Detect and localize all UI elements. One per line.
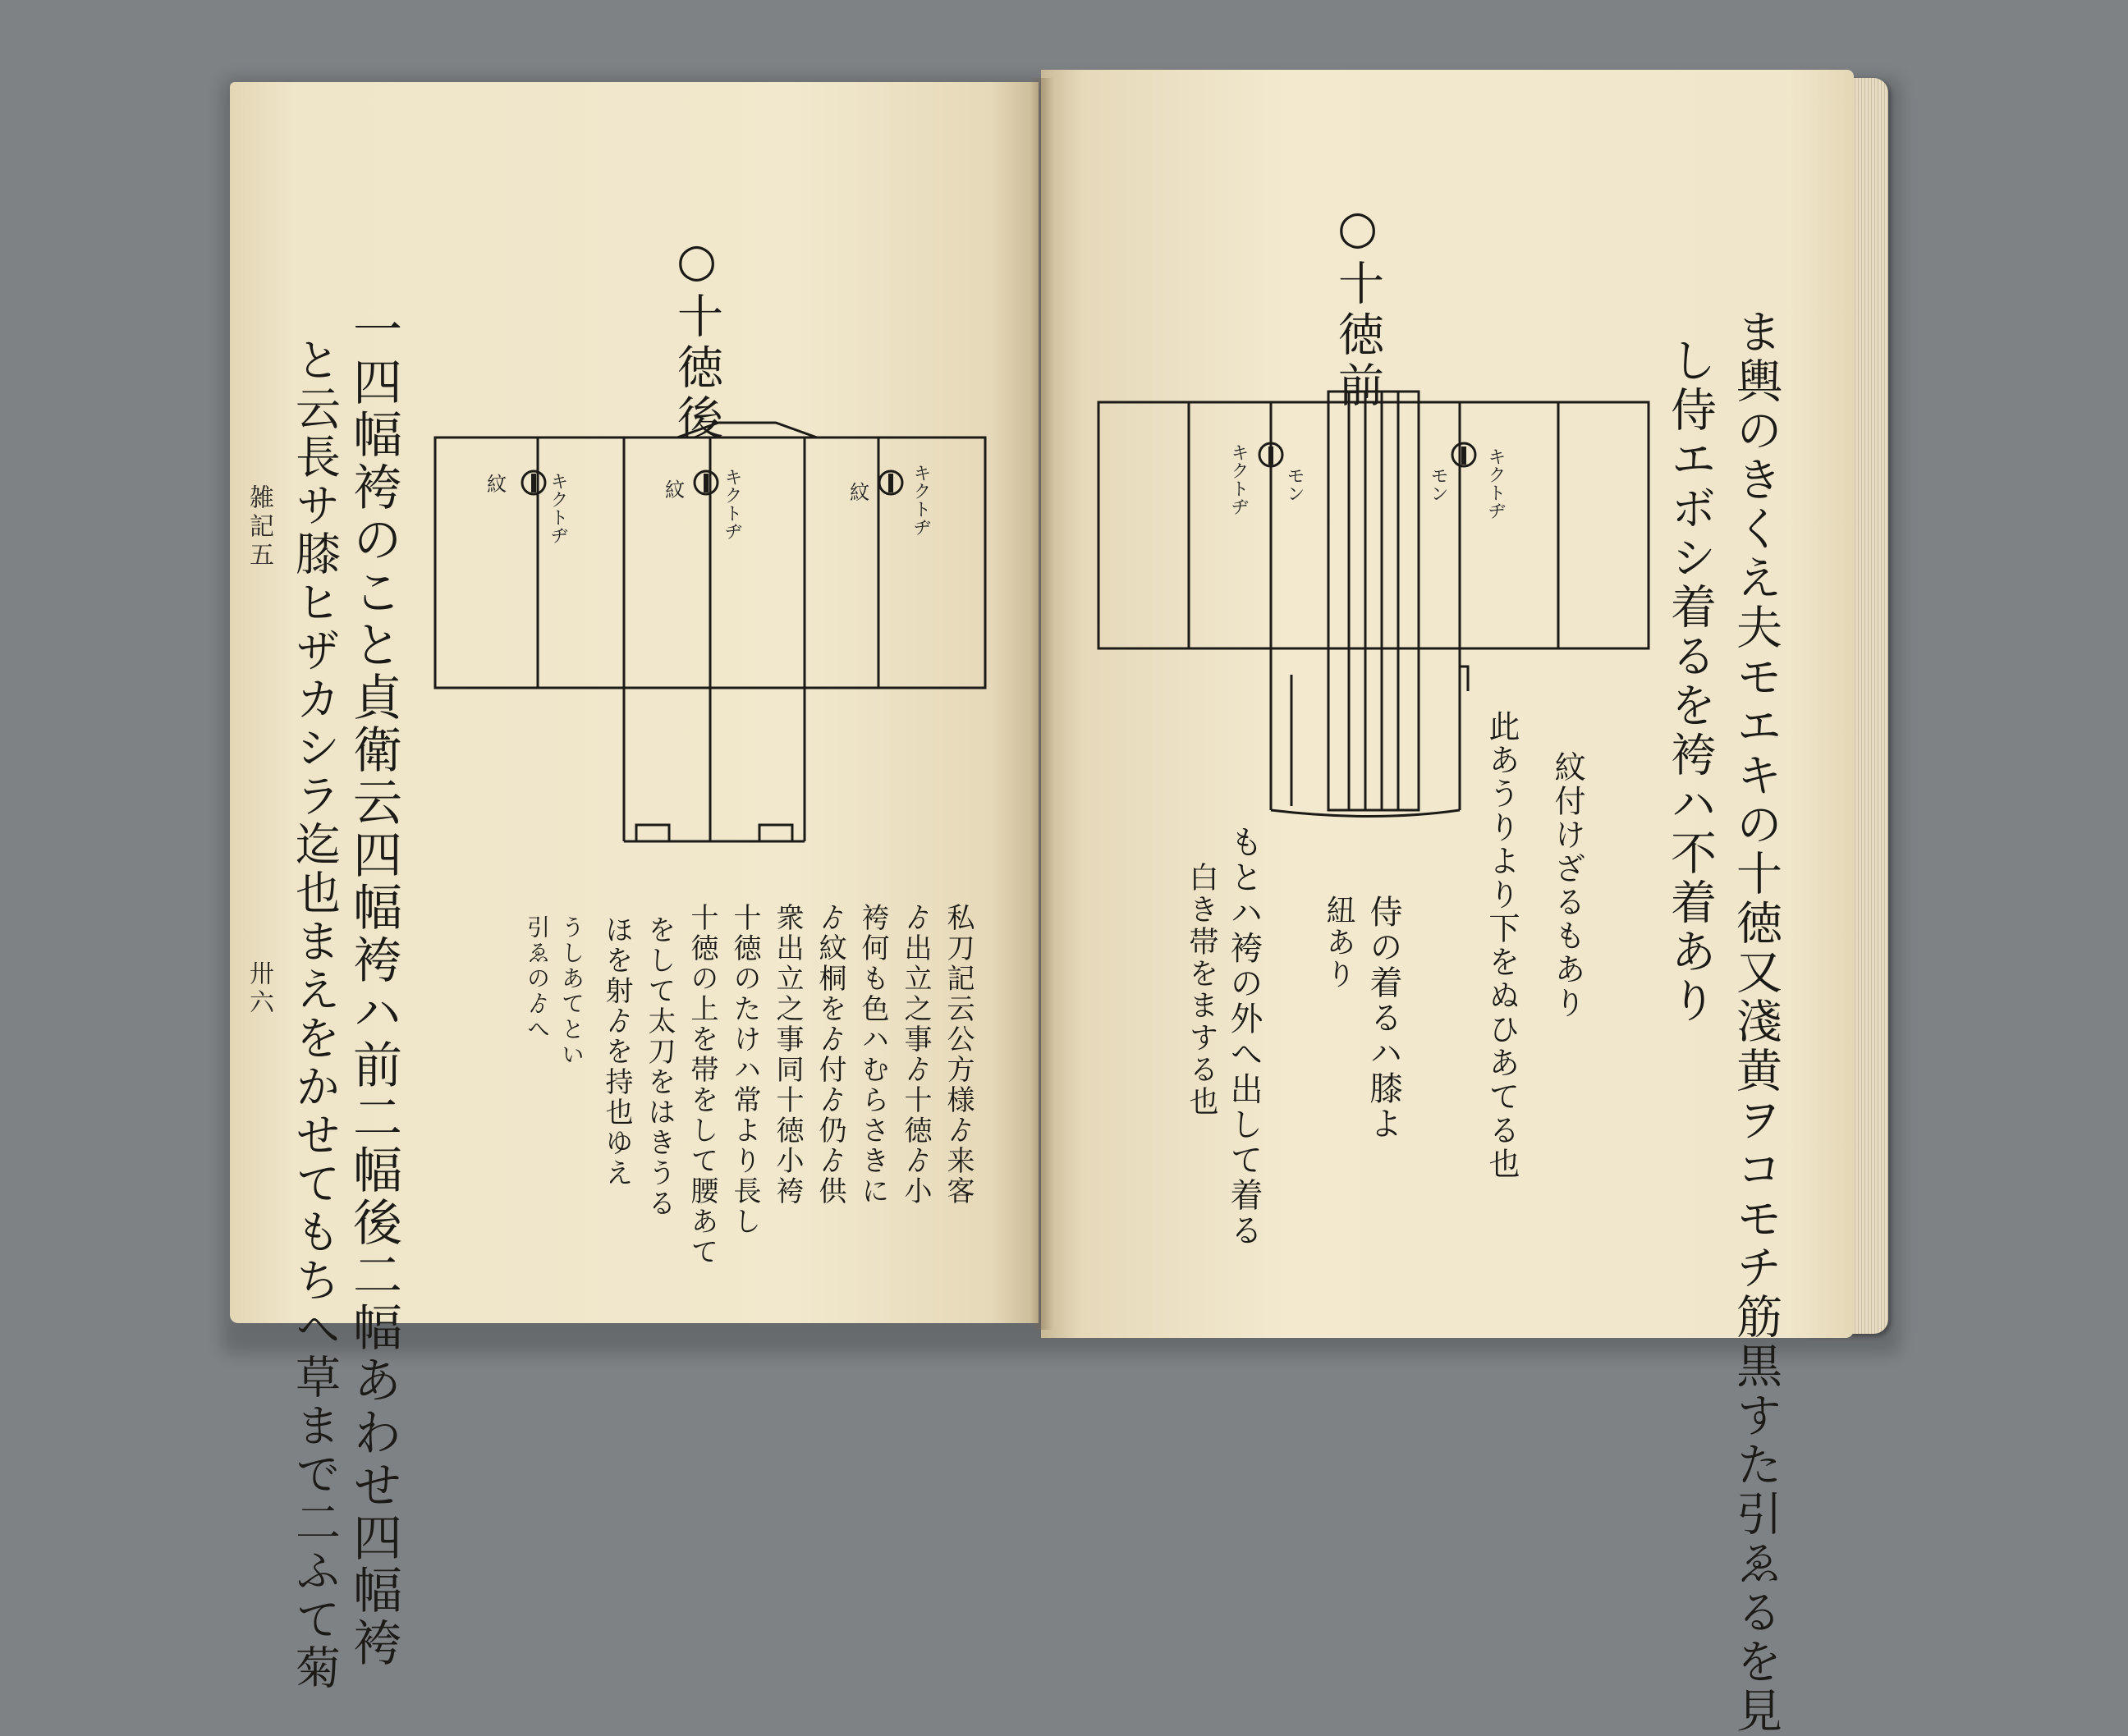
- mon-label-3: 紋: [850, 481, 869, 504]
- diagram-heading-front: ○十徳前: [1331, 201, 1384, 412]
- left-note-3: 袴何も色ハむらさきに: [856, 903, 889, 1207]
- kikutoji-label-front-1: キクトヂ: [1228, 443, 1249, 515]
- left-note-1: 私刀記云公方様ゟ来客: [942, 903, 975, 1207]
- kikutoji-label-3: キクトヂ: [910, 464, 931, 536]
- kikutoji-label-1: キクトヂ: [548, 472, 568, 544]
- left-main-column-2: と云長サ膝ヒザカシラ迄也まえをかせてもちへ草まで二ふて菊: [288, 337, 341, 1692]
- jittoku-back-diagram: [431, 415, 989, 854]
- left-main-column-1: 一四幅袴のこと貞衛云四幅袴ハ前二幅後二幅あわせ四幅袴: [345, 304, 402, 1670]
- right-note-3: 侍の着るハ膝よ: [1364, 895, 1402, 1142]
- right-note-4: 紐あり: [1322, 895, 1355, 991]
- left-note-4: ゟ紋桐をゟ付ゟ仍ゟ供: [814, 903, 846, 1207]
- left-note-8: をして太刀をはきうる: [643, 915, 676, 1219]
- right-note-2: 此あうりより下をぬひあてる也: [1484, 710, 1520, 1181]
- kikutoji-label-front-2: キクトヂ: [1485, 447, 1506, 520]
- left-note-11: 引ゑのゟへ: [524, 915, 551, 1042]
- left-note-5: 衆出立之事同十徳小袴: [771, 903, 804, 1207]
- mon-label-front-2: モン: [1428, 466, 1448, 502]
- mon-label-1: 紋: [487, 473, 507, 496]
- right-note-1: 紋付けざるもあり: [1549, 751, 1585, 1020]
- left-note-10: うしあてとい: [558, 915, 585, 1068]
- left-note-7: 十徳の上を帯をして腰あて: [686, 903, 718, 1267]
- book-gutter: [1030, 78, 1053, 1330]
- page-number: 卅六: [245, 960, 273, 1018]
- margin-title: 雑記五: [245, 484, 273, 570]
- right-main-column-1: ま輿のきくえ夫モエキの十徳又淺黄ヲコモチ筋黒すた引ゑるを見: [1729, 308, 1782, 1736]
- left-note-6: 十徳のたけハ常より長し: [728, 903, 761, 1237]
- kikutoji-label-2: キクトヂ: [722, 468, 742, 540]
- right-main-column-2: し侍エボシ着るを袴ハ不着あり: [1663, 337, 1717, 1026]
- right-note-5: もとハ袴の外へ出して着る: [1225, 825, 1263, 1248]
- right-note-6: 白き帯をまする也: [1185, 862, 1218, 1118]
- left-note-2: ゟ出立之事ゟ十徳ゟ小: [899, 903, 932, 1207]
- diagram-heading-back: ○十徳後: [670, 234, 723, 445]
- left-note-9: ほを射ゟを持也ゆえ: [600, 915, 633, 1189]
- mon-label-front-1: モン: [1284, 466, 1305, 502]
- mon-label-2: 紋: [665, 479, 685, 502]
